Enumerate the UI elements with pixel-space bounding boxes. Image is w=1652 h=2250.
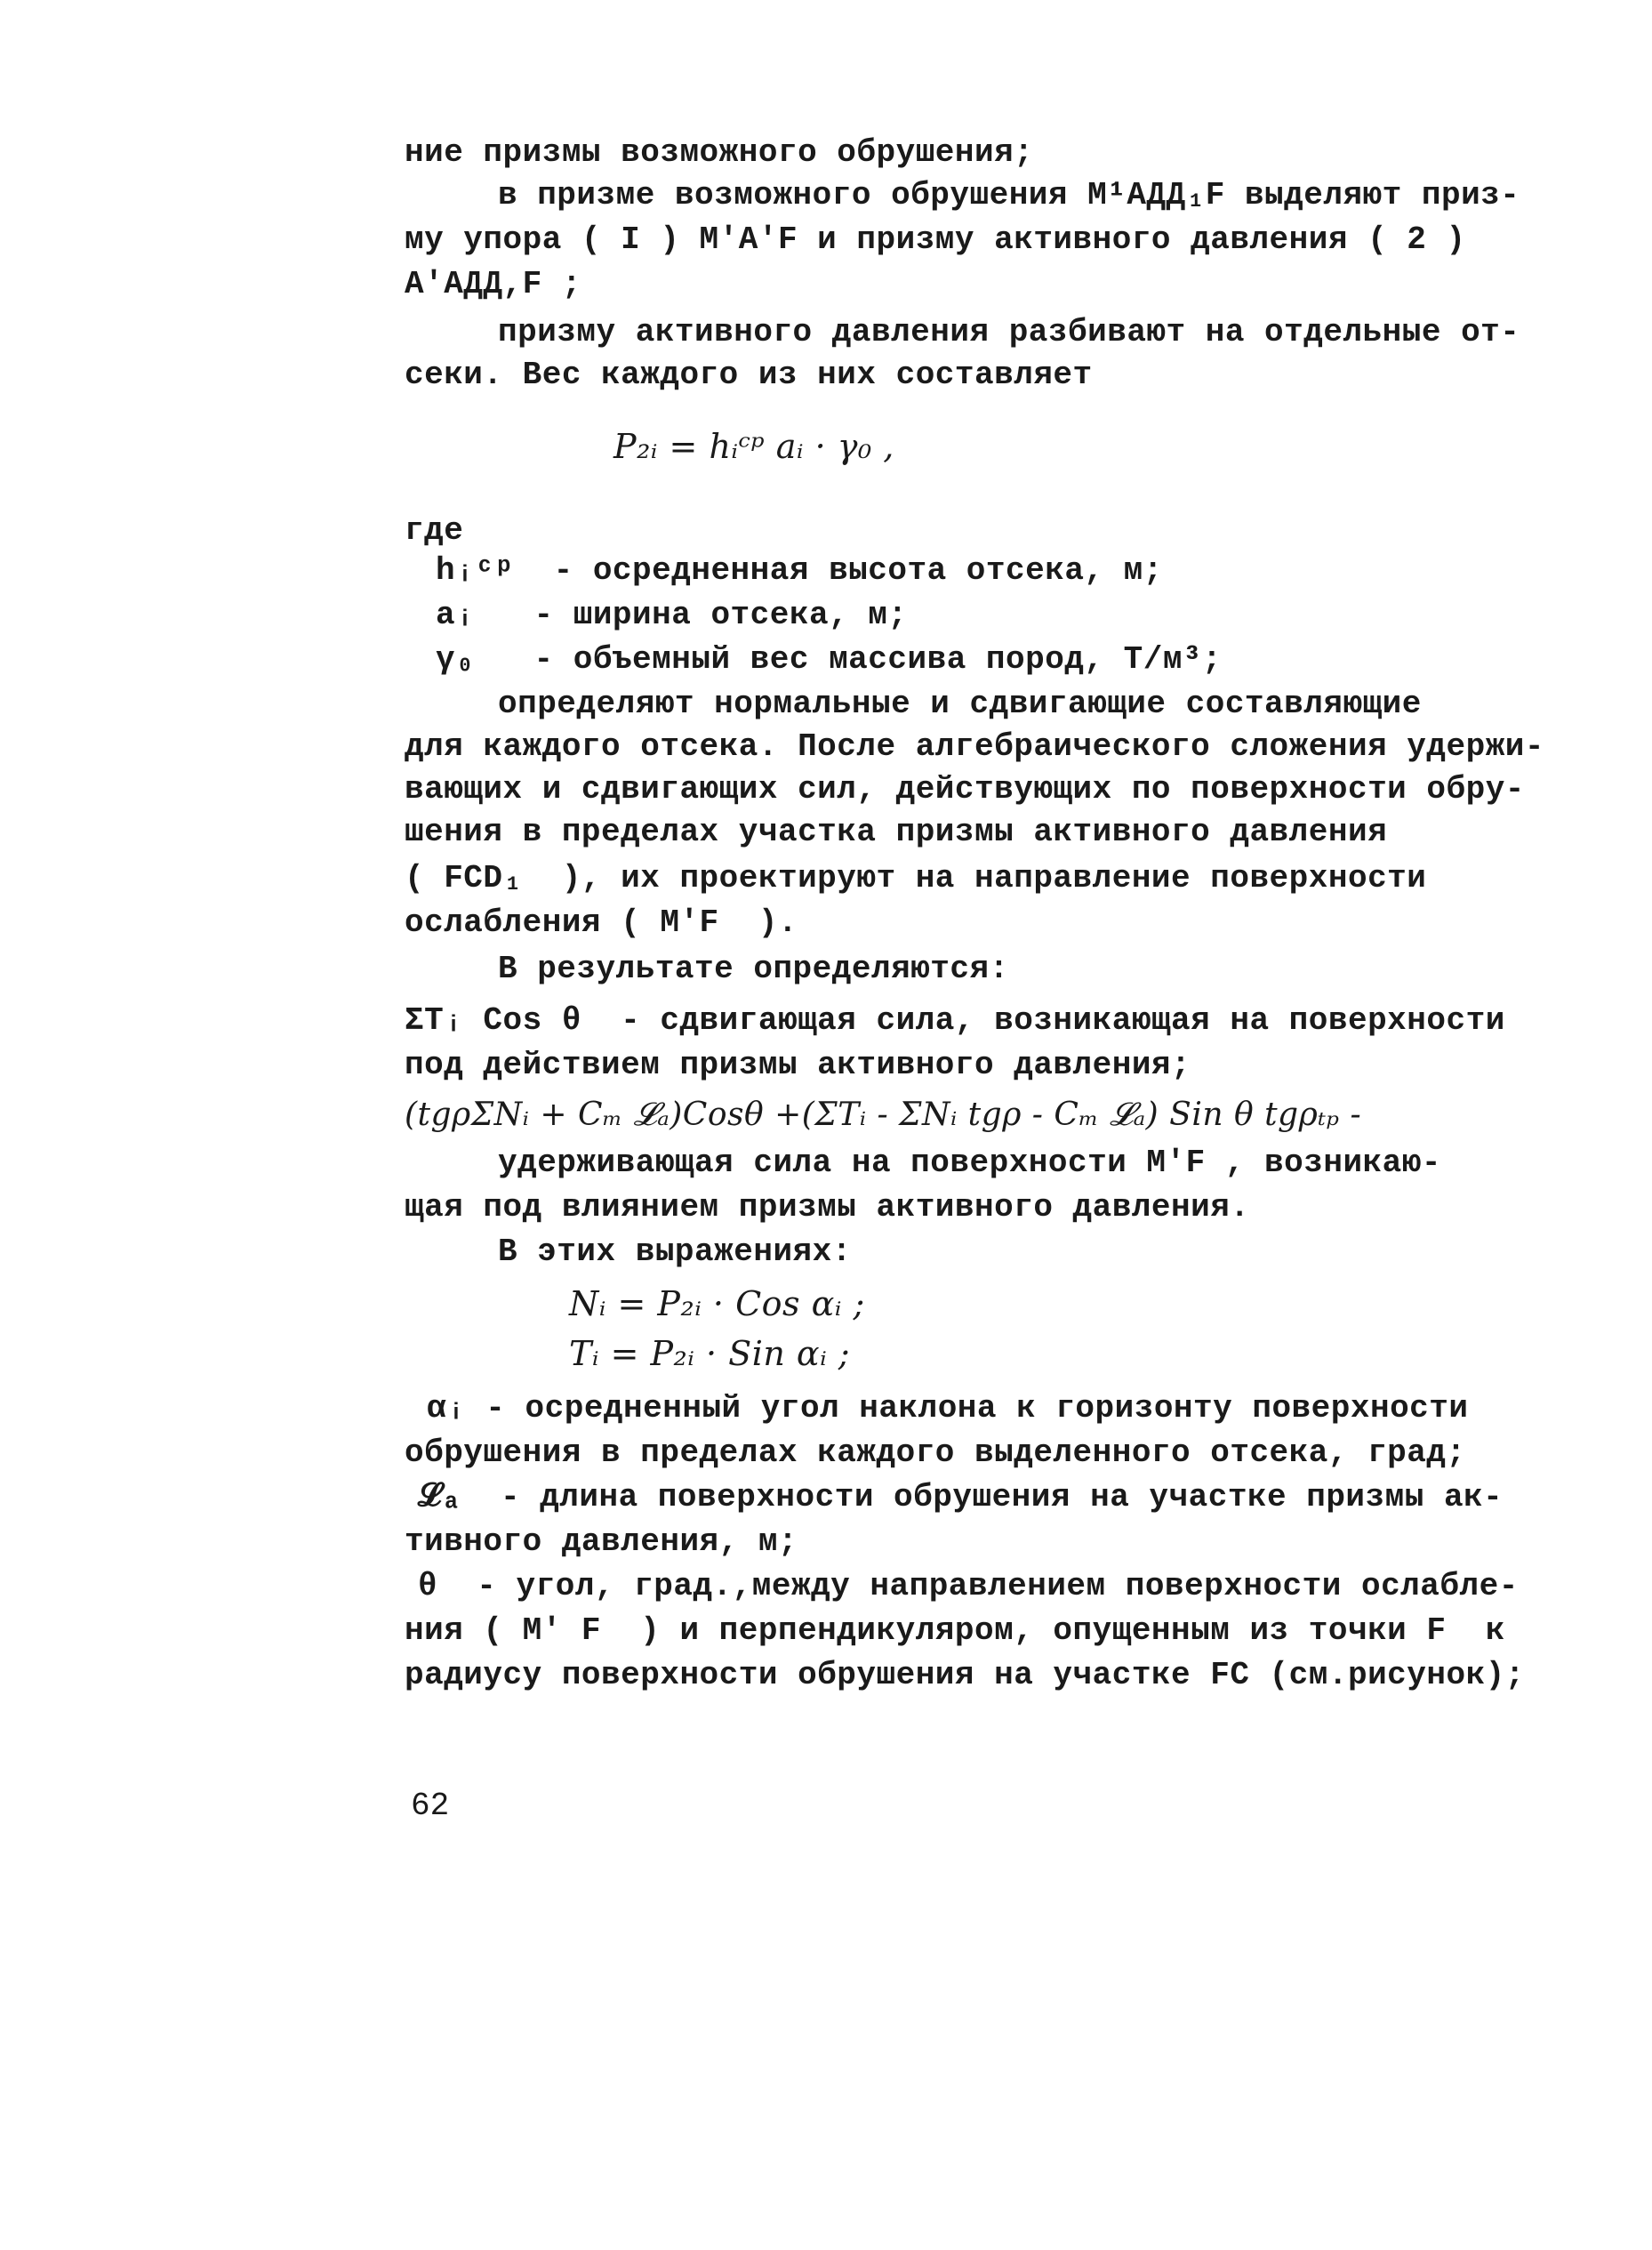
text-line: му упора ( I ) M'A'F и призму активного давления ( 2 ) bbox=[405, 221, 1466, 258]
text-line: секи. Вес каждого из них составляет bbox=[405, 357, 1093, 393]
text-line: удерживающая сила на поверхности M'F , возникаю- bbox=[498, 1145, 1441, 1181]
formula-holding-force: (tgρΣNᵢ + Cₘ 𝓛ₐ)Cosθ +(ΣTᵢ - ΣNᵢ tgρ - Cₘ 𝓛ₐ) Sin θ tgρₜₚ - bbox=[405, 1097, 1362, 1133]
definition-line: θ - угол, град.,между направлением поверхности ослабле- bbox=[418, 1568, 1519, 1604]
text-line: обрушения в пределах каждого выделенного отсека, град; bbox=[405, 1434, 1466, 1471]
text-line: ослабления ( M'F ). bbox=[405, 904, 798, 941]
formula-p2i: P₂ᵢ = hᵢᶜᵖ aᵢ · γ₀ , bbox=[613, 427, 894, 466]
text-line: В результате определяются: bbox=[498, 951, 1009, 987]
text-line: A'АДД,F ; bbox=[405, 266, 581, 302]
text-line: определяют нормальные и сдвигающие составляющие bbox=[498, 686, 1422, 722]
definition-line: αᵢ - осредненный угол наклона к горизонту поверхности bbox=[427, 1390, 1469, 1426]
page-number: 62 bbox=[411, 1788, 450, 1824]
text-line: вающих и сдвигающих сил, действующих по поверхности обру- bbox=[405, 771, 1525, 808]
definition-line: hᵢᶜᵖ - осредненная высота отсека, м; bbox=[436, 552, 1163, 589]
formula-ni: Nᵢ = P₂ᵢ · Cos αᵢ ; bbox=[569, 1284, 865, 1323]
text-line: ΣTᵢ Cos θ - сдвигающая сила, возникающая на поверхности bbox=[405, 1002, 1505, 1039]
text-line: призму активного давления разбивают на отдельные от- bbox=[498, 314, 1520, 350]
formula-ti: Tᵢ = P₂ᵢ · Sin αᵢ ; bbox=[569, 1334, 851, 1373]
text-line: В этих выражениях: bbox=[498, 1233, 852, 1270]
definition-line: γ₀ - объемный вес массива пород, Т/м³; bbox=[436, 641, 1223, 678]
text-line: ние призмы возможного обрушения; bbox=[405, 134, 1034, 171]
text-line: в призме возможного обрушения M¹АДД₁F выделяют приз- bbox=[498, 177, 1520, 213]
text-line: шения в пределах участка призмы активного давления bbox=[405, 814, 1388, 850]
text-line: где bbox=[405, 512, 464, 549]
text-line: тивного давления, м; bbox=[405, 1523, 798, 1560]
text-line: щая под влиянием призмы активного давления. bbox=[405, 1189, 1250, 1225]
definition-line: 𝓛ₐ - длина поверхности обрушения на участке призмы ак- bbox=[418, 1479, 1504, 1515]
text-line: радиусу поверхности обрушения на участке FC (см.рисунок); bbox=[405, 1657, 1525, 1693]
text-line: ния ( M' F ) и перпендикуляром, опущенным из точки F к bbox=[405, 1612, 1505, 1649]
text-line: ( FCD₁ ), их проектируют на направление поверхности bbox=[405, 860, 1427, 896]
text-line: для каждого отсека. После алгебраического сложения удержи- bbox=[405, 728, 1545, 765]
definition-line: aᵢ - ширина отсека, м; bbox=[436, 597, 908, 633]
text-line: под действием призмы активного давления; bbox=[405, 1047, 1191, 1083]
